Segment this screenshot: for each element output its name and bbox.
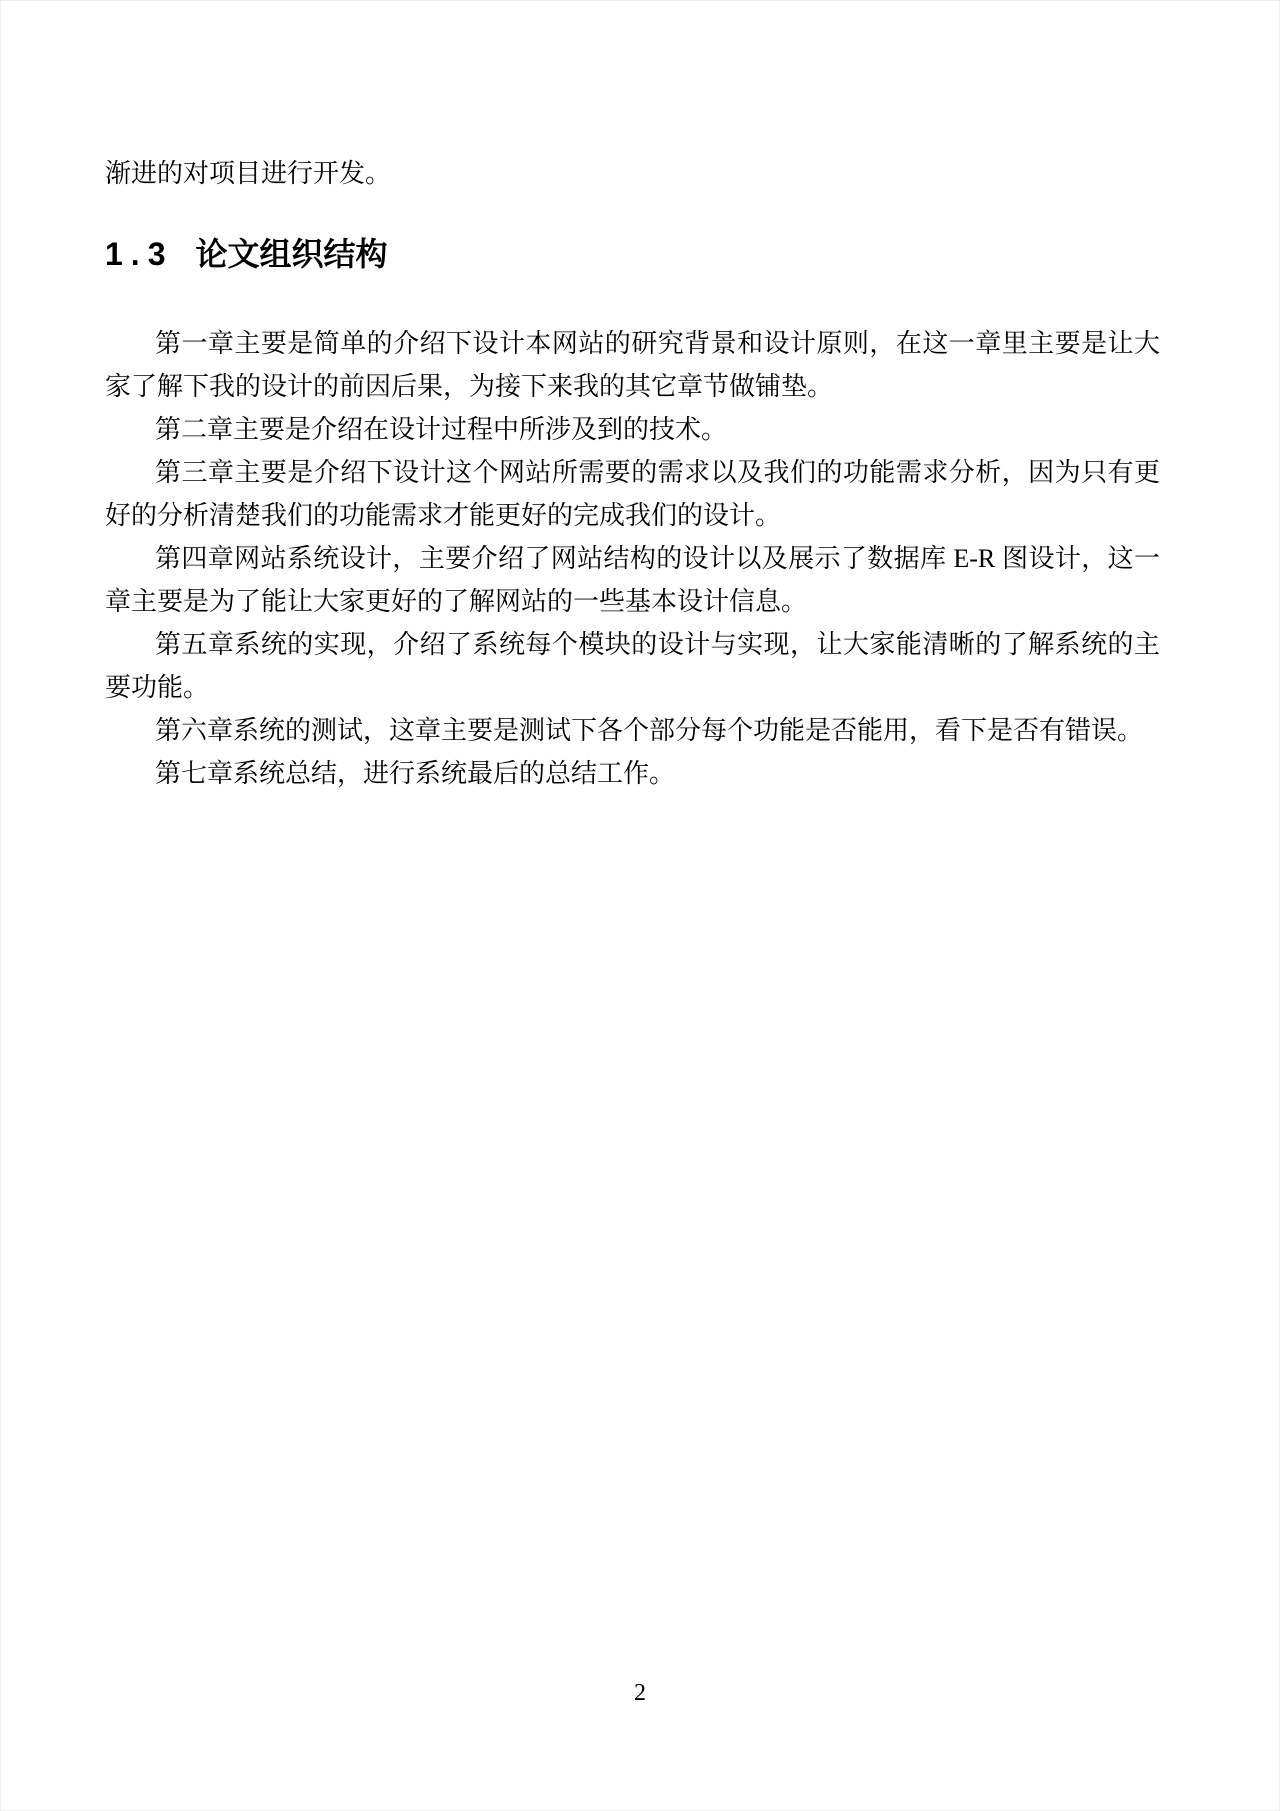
body-text-line: 章主要是为了能让大家更好的了解网站的一些基本设计信息。: [105, 587, 808, 616]
body-text-line: 第一章主要是简单的介绍下设计本网站的研究背景和设计原则，在这一章里主要是让大: [155, 329, 1160, 358]
section-heading: [105, 232, 1160, 276]
body-text-line: 要功能。: [105, 673, 210, 702]
body-text-line: 第七章系统总结，进行系统最后的总结工作。: [155, 759, 676, 788]
body-text-line: 第六章系统的测试，这章主要是测试下各个部分每个功能是否能用，看下是否有错误。: [155, 716, 1144, 745]
body-text-line: 好的分析清楚我们的功能需求才能更好的完成我们的设计。: [105, 501, 782, 530]
body-text-line: 第二章主要是介绍在设计过程中所涉及到的技术。: [155, 415, 728, 444]
body-text-line: 第五章系统的实现，介绍了系统每个模块的设计与实现，让大家能清晰的了解系统的主: [155, 630, 1160, 659]
body-text-line: 家了解下我的设计的前因后果，为接下来我的其它章节做铺垫。: [105, 372, 834, 401]
continuation-text: 渐进的对项目进行开发。: [105, 159, 392, 188]
heading-title: 论文组织结构: [195, 236, 388, 272]
heading-number: 1.3: [105, 236, 174, 272]
paragraph-block: [105, 322, 1160, 795]
page-number: 2: [634, 1680, 646, 1706]
body-text-line: 第三章主要是介绍下设计这个网站所需要的需求以及我们的功能需求分析，因为只有更: [155, 458, 1160, 487]
body-text-line: 第四章网站系统设计，主要介绍了网站结构的设计以及展示了数据库 E-R 图设计，这一: [155, 544, 1160, 573]
